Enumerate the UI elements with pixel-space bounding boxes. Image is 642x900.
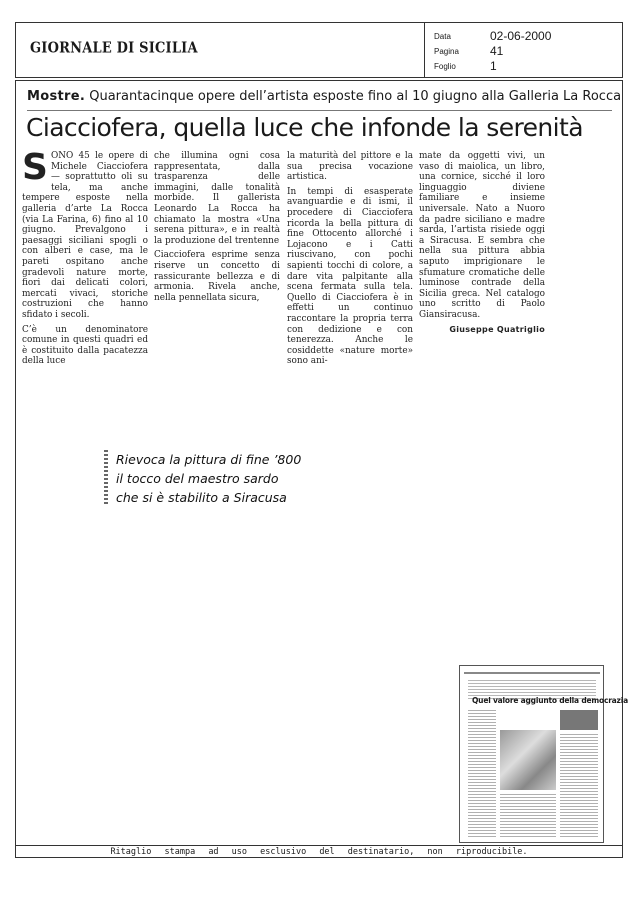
article-column-3 xyxy=(287,151,413,371)
copyright-notice: Ritaglio stampa ad uso esclusivo del destinatario, non riproducibile. xyxy=(110,847,528,857)
meta-date-row xyxy=(434,29,614,44)
paragraph-text: ONO 45 le opere di Michele Ciacciofera — soprattutto oli su tela, ma anche tempere esposte nella galleria d’arte La Rocca (via La Farina, 6) fino al 10 giugno. Prevalgono i paesaggi siciliani spogli o con alberi e case, ma le pareti ospitano anche gradevoli nature morte, fiori dai delicati colori, mercati vivaci, storiche costruzioni che hanno sfidato i secoli. xyxy=(22,151,148,320)
kicker-rule xyxy=(27,110,612,111)
thumbnail-headline: Quel valore aggiunto della democrazia xyxy=(472,696,628,705)
article-column-1 xyxy=(22,147,148,371)
kicker-text: Quarantacinque opere dell’artista esposte fino al 10 giugno alla Galleria La Rocca xyxy=(89,89,622,104)
clipping-metadata xyxy=(434,29,614,74)
article-headline: Ciacciofera, quella luce che infonde la serenità xyxy=(26,113,583,142)
page-thumbnail xyxy=(459,665,628,843)
pull-quote-line: il tocco del maestro sardo xyxy=(116,471,279,486)
newspaper-masthead: GIORNALE DI SICILIA xyxy=(30,39,198,58)
pull-quote-line: che si è stabilito a Siracusa xyxy=(116,490,287,505)
meta-page-row xyxy=(434,44,614,59)
kicker-section: Mostre. xyxy=(27,89,86,104)
header-box xyxy=(15,22,623,78)
thumbnail-photo xyxy=(500,730,556,790)
meta-date-value: 02-06-2000 xyxy=(490,29,552,43)
paragraph: la maturità del pittore e la sua precisa vocazione artistica. xyxy=(287,151,413,183)
meta-sheet-label: Foglio xyxy=(434,62,456,71)
paragraph: C’è un denominatore comune in questi quadri ed è costituito dalla pacatezza della luce xyxy=(22,324,148,367)
meta-date-label: Data xyxy=(434,32,451,41)
pull-quote-bar xyxy=(104,450,108,506)
meta-page-value: 41 xyxy=(490,44,504,58)
meta-sheet-row xyxy=(434,59,614,74)
paragraph xyxy=(22,147,148,321)
article-kicker xyxy=(27,89,622,104)
pull-quote-line: Rievoca la pittura di fine ’800 xyxy=(116,452,302,467)
thumbnail-column xyxy=(500,794,556,838)
footer xyxy=(15,845,623,858)
meta-page-label: Pagina xyxy=(434,47,459,56)
article-column-4 xyxy=(419,151,545,335)
article-column-2 xyxy=(154,151,280,307)
author-byline: Giuseppe Quatriglio xyxy=(449,324,545,334)
paragraph: che illumina ogni cosa rappresentata, dalla trasparenza delle immagini, dalle tonalità morbide. Il gallerista Leonardo La Rocca ha chiamato la mostra «Una serena pittura», e in realtà la produzione del trentenne xyxy=(154,151,280,246)
drop-cap: S xyxy=(22,147,48,188)
paragraph: In tempi di esasperate avanguardie e di ismi, il procedere di Ciacciofera ricorda la bella pittura di fine Ottocento allorché i Lojacono e i Catti riuscivano, con pochi sapienti tocchi di colore, a dare vita palpitante alla scena fermata sulla tela. Quello di Ciacciofera è in effetti un continuo raccontare la propria terra con dedizione e con tenerezza. Anche le cosiddette «nature morte» sono ani- xyxy=(287,186,413,367)
header-divider xyxy=(424,23,425,77)
thumbnail-column xyxy=(468,710,496,838)
paragraph: mate da oggetti vivi, un vaso di maiolica, un libro, una cornice, sicché il loro linguaggio diviene familiare e insieme universale. Nato a Nuoro da padre siciliano e madre sarda, l’artista risiede oggi a Siracusa. E sembra che nella sua pittura abbia saputo imprigionare le sfumature cromatiche delle luminose contrade della Sicilia greca. Nel catalogo uno scritto di Paolo Giansiracusa. xyxy=(419,151,545,320)
meta-sheet-value: 1 xyxy=(490,59,497,73)
thumbnail-column xyxy=(560,734,598,838)
pull-quote-text xyxy=(116,450,306,507)
thumbnail-header-rule xyxy=(464,672,600,674)
paragraph: Ciacciofera esprime senza riserve un concetto di rassicurante bellezza e di armonia. Rivela anche, nella pennellata sicura, xyxy=(154,250,280,303)
thumbnail-dark-block xyxy=(560,710,598,730)
